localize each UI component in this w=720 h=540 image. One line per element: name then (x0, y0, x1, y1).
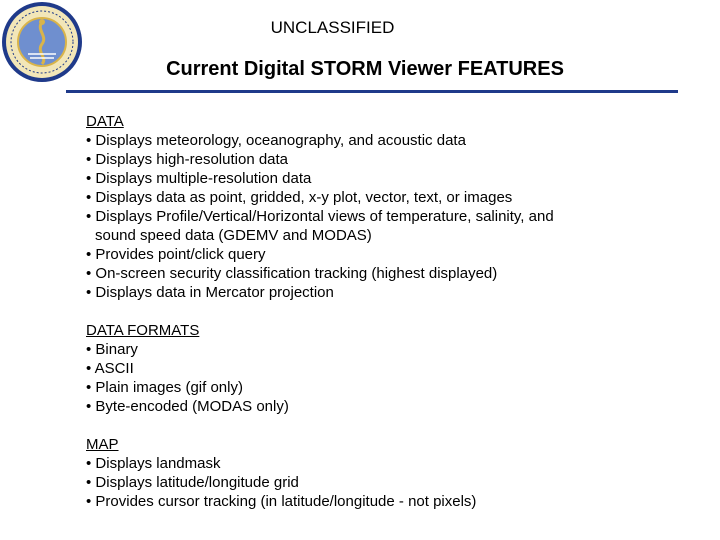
list-item: • On-screen security classification tracking (highest displayed) (86, 265, 498, 282)
list-item: • Displays multiple-resolution data (86, 170, 312, 187)
list-item: • ASCII (86, 360, 134, 377)
section-heading-map: MAP (86, 436, 119, 453)
title-divider (66, 90, 678, 93)
list-item: • Plain images (gif only) (86, 379, 243, 396)
list-item: • Binary (86, 341, 138, 358)
section-heading-data-formats: DATA FORMATS (86, 322, 200, 339)
list-item: • Provides cursor tracking (in latitude/longitude - not pixels) (86, 493, 477, 510)
list-item: • Provides point/click query (86, 246, 266, 263)
list-item: • Byte-encoded (MODAS only) (86, 398, 289, 415)
list-item: • Displays Profile/Vertical/Horizontal views of temperature, salinity, and (86, 208, 554, 225)
classification-banner: UNCLASSIFIED (270, 18, 395, 37)
page-title: Current Digital STORM Viewer FEATURES (166, 58, 564, 80)
feature-list (86, 112, 706, 530)
list-item: • Displays high-resolution data (86, 151, 289, 168)
list-item: • Displays latitude/longitude grid (86, 474, 299, 491)
list-item: • Displays data in Mercator projection (86, 284, 334, 301)
list-item: • Displays data as point, gridded, x-y plot, vector, text, or images (86, 189, 513, 206)
section-map (86, 435, 706, 511)
list-item: • Displays meteorology, oceanography, and acoustic data (86, 132, 466, 149)
list-item: • Displays landmask (86, 455, 221, 472)
section-data (86, 112, 706, 302)
list-item-continuation: sound speed data (GDEMV and MODAS) (95, 227, 372, 244)
section-data-formats (86, 321, 706, 416)
section-heading-data: DATA (86, 113, 124, 130)
